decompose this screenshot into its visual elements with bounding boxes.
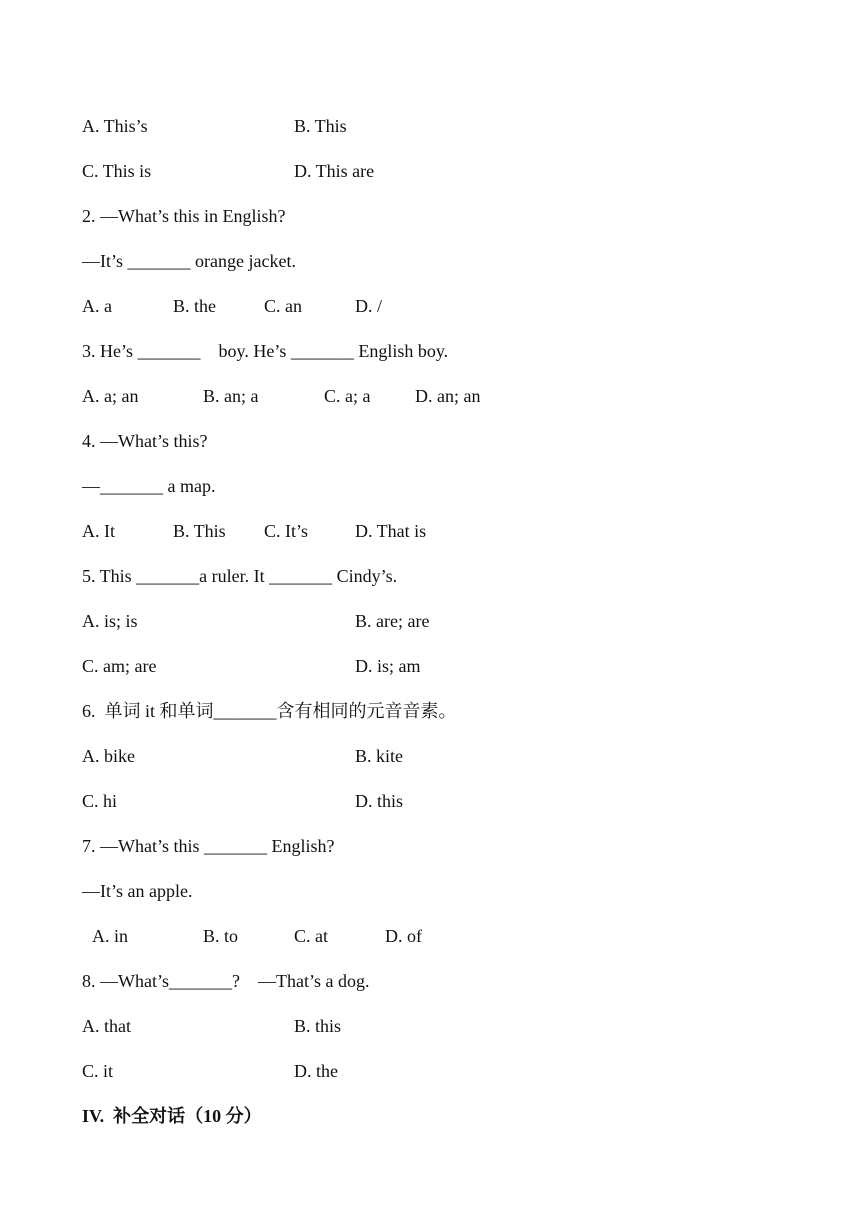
q7-option-d: D. of <box>385 926 422 946</box>
q7-option-a: A. in <box>92 926 128 946</box>
q2-option-d: D. / <box>355 296 382 316</box>
q2-question: 2. —What’s this in English? <box>82 206 286 226</box>
q4-question: 4. —What’s this? <box>82 431 208 451</box>
q4-option-a: A. It <box>82 521 115 541</box>
q6-question: 6. 单词 it 和单词_______含有相同的元音音素。 <box>82 701 457 721</box>
q2-option-b: B. the <box>173 296 216 316</box>
q3-option-c: C. a; a <box>324 386 371 406</box>
q8-option-b: B. this <box>294 1016 342 1036</box>
q1-option-c: C. This is <box>82 161 152 181</box>
q6-option-b: B. kite <box>355 746 403 766</box>
q3-option-b: B. an; a <box>203 386 259 406</box>
q4-answer-line: —_______ a map. <box>82 476 216 496</box>
q5-option-d: D. is; am <box>355 656 421 676</box>
q3-question: 3. He’s _______ boy. He’s _______ English boy. <box>82 341 449 361</box>
q7-answer-line: —It’s an apple. <box>82 881 193 901</box>
q8-option-a: A. that <box>82 1016 131 1036</box>
q5-option-a: A. is; is <box>82 611 138 631</box>
section-iv-heading: IV. 补全对话（10 分） <box>82 1106 262 1126</box>
q1-option-d: D. This are <box>294 161 375 181</box>
q7-option-c: C. at <box>294 926 328 946</box>
q8-option-c: C. it <box>82 1061 114 1081</box>
q8-question: 8. —What’s_______? —That’s a dog. <box>82 971 370 991</box>
q5-option-b: B. are; are <box>355 611 430 631</box>
q6-option-c: C. hi <box>82 791 118 811</box>
q5-question: 5. This _______a ruler. It _______ Cindy’s. <box>82 566 398 586</box>
q8-option-d: D. the <box>294 1061 338 1081</box>
q4-option-d: D. That is <box>355 521 427 541</box>
q2-answer-line: —It’s _______ orange jacket. <box>82 251 296 271</box>
q1-option-b: B. This <box>294 116 347 136</box>
q7-question: 7. —What’s this _______ English? <box>82 836 335 856</box>
q3-option-a: A. a; an <box>82 386 139 406</box>
q2-option-c: C. an <box>264 296 302 316</box>
q4-option-b: B. This <box>173 521 226 541</box>
q6-option-d: D. this <box>355 791 404 811</box>
q5-option-c: C. am; are <box>82 656 157 676</box>
q1-option-a: A. This’s <box>82 116 148 136</box>
q3-option-d: D. an; an <box>415 386 481 406</box>
q6-option-a: A. bike <box>82 746 135 766</box>
q2-option-a: A. a <box>82 296 112 316</box>
q7-option-b: B. to <box>203 926 239 946</box>
q4-option-c: C. It’s <box>264 521 309 541</box>
